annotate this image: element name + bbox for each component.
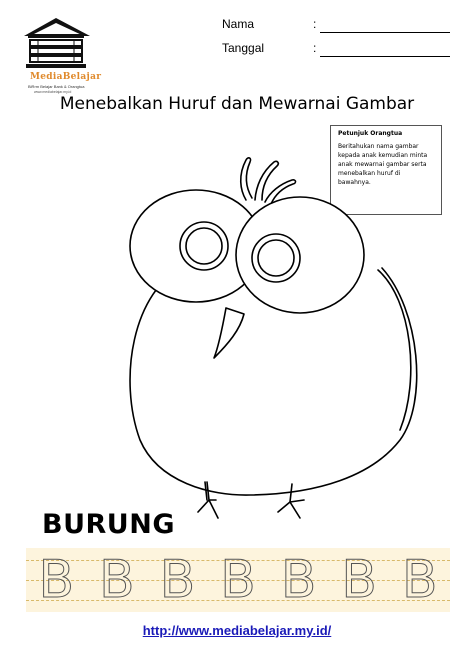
name-label: Nama <box>222 17 255 31</box>
logo-brand: MediaBelajar <box>30 72 102 82</box>
trace-letter[interactable]: B <box>220 550 256 610</box>
trace-letter[interactable]: B <box>99 550 135 610</box>
word-label: BURUNG <box>42 509 175 540</box>
tracing-row <box>26 548 450 612</box>
date-label: Tanggal <box>222 41 265 55</box>
logo-tagline: BiRrm Belajar Bank & Orangtua <box>28 84 85 89</box>
instructions-title: Petunjuk Orangtua <box>338 130 403 137</box>
name-colon: : <box>313 17 317 31</box>
logo-url: www.mediabelajar.my.id <box>34 90 72 94</box>
trace-letter[interactable]: B <box>341 550 377 610</box>
date-colon: : <box>313 41 317 55</box>
trace-letter[interactable]: B <box>159 550 196 610</box>
trace-letter[interactable]: B <box>38 550 75 610</box>
footer-link[interactable]: http://www.mediabelajar.my.id/ <box>142 623 332 638</box>
instructions-text: Beritahukan nama gambar kepada anak kemudian minta anak mewarnai gambar serta menebalkan huruf di bawahnya. <box>338 143 428 186</box>
page-title: Menebalkan Huruf dan Mewarnai Gambar <box>59 94 415 114</box>
trace-letter[interactable]: B <box>280 550 317 610</box>
trace-letter[interactable]: B <box>401 550 438 610</box>
